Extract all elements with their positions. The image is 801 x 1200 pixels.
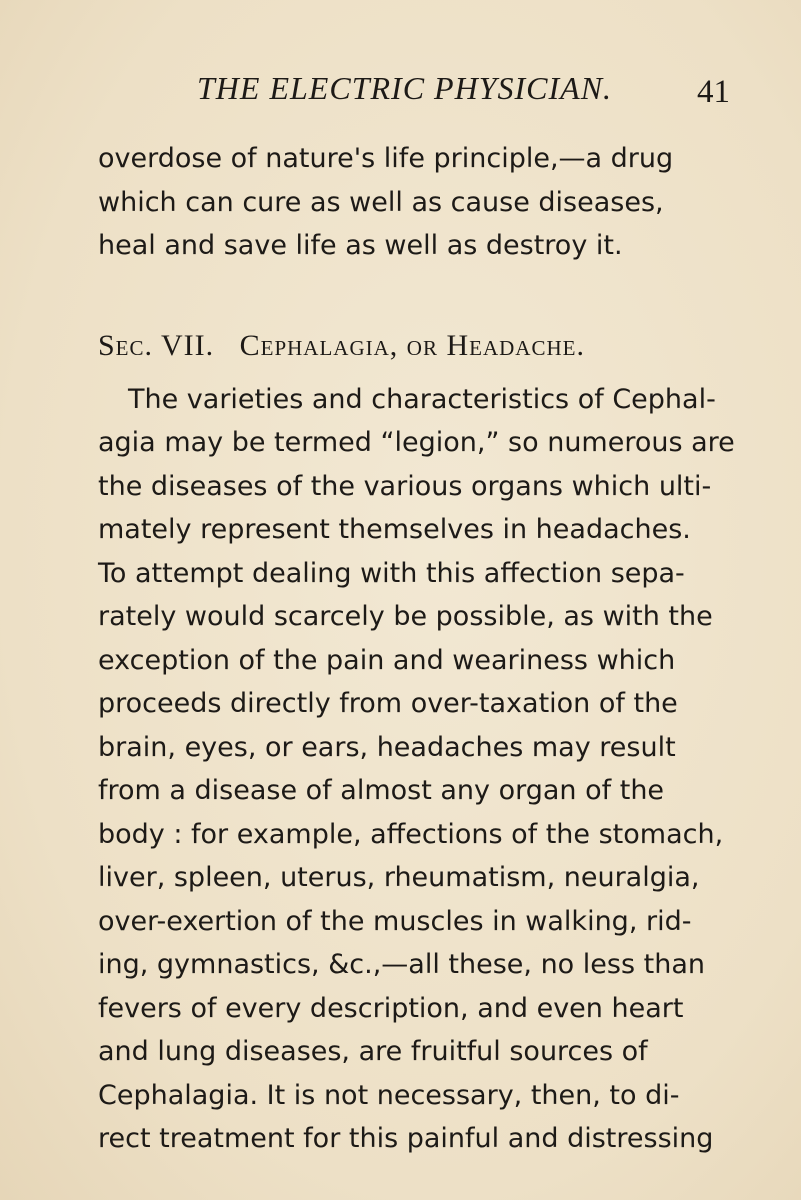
text-line: To attempt dealing with this affection sepa- — [98, 558, 685, 589]
section-number: Sec. VII. — [98, 329, 215, 362]
text-line: overdose of nature's life principle,—a drug — [98, 143, 674, 174]
text-line: body : for example, affections of the stomach, — [98, 819, 724, 850]
text-line: agia may be termed “legion,” so numerous are — [98, 427, 735, 458]
section-title: Cephalagia, or Headache. — [239, 329, 585, 362]
running-head-title: THE ELECTRIC PHYSICIAN. — [197, 70, 613, 106]
text-line: The varieties and characteristics of Cephal- — [128, 384, 716, 415]
text-line: the diseases of the various organs which ulti- — [98, 471, 712, 502]
text-line: over-exertion of the muscles in walking, rid- — [98, 906, 692, 937]
section-heading — [98, 326, 585, 366]
text-line: which can cure as well as cause diseases, — [98, 187, 664, 218]
text-line: rect treatment for this painful and distressing — [98, 1123, 714, 1154]
text-line: ing, gymnastics, &c.,—all these, no less than — [98, 949, 705, 980]
text-line: from a disease of almost any organ of the — [98, 775, 665, 806]
text-line: rately would scarcely be possible, as with the — [98, 601, 713, 632]
text-line: exception of the pain and weariness which — [98, 645, 676, 676]
text-line: liver, spleen, uterus, rheumatism, neuralgia, — [98, 862, 700, 893]
text-line: Cephalagia. It is not necessary, then, to di- — [98, 1080, 680, 1111]
text-line: mately represent themselves in headaches. — [98, 514, 691, 545]
page-number: 41 — [697, 74, 730, 110]
text-line: fevers of every description, and even heart — [98, 993, 684, 1024]
text-line: brain, eyes, or ears, headaches may result — [98, 732, 676, 763]
text-line: and lung diseases, are fruitful sources of — [98, 1036, 648, 1067]
text-line: proceeds directly from over-taxation of the — [98, 688, 678, 719]
running-head — [0, 68, 801, 108]
text-line: heal and save life as well as destroy it. — [98, 230, 623, 261]
